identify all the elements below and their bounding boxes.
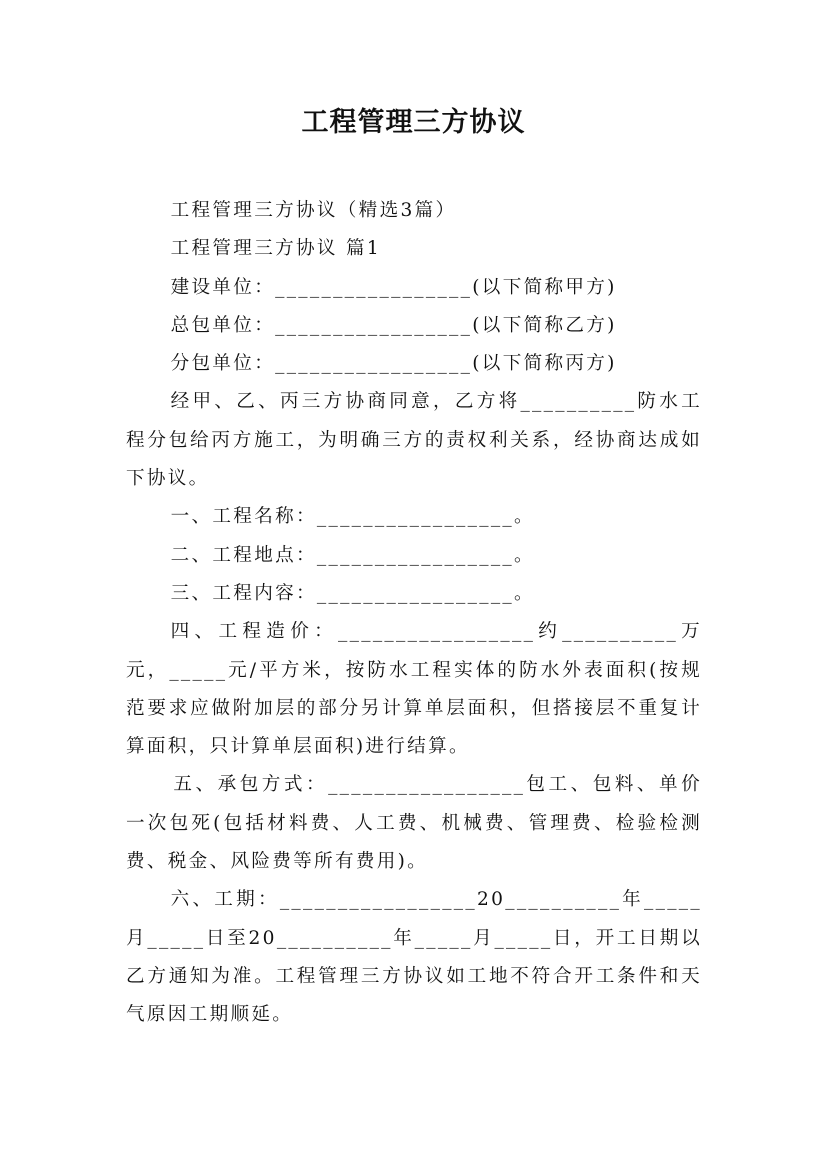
paragraph-party-b: 总包单位：_________________(以下简称乙方) (170, 314, 617, 336)
paragraph-schedule: 六、工期：_________________20__________年_____月_____日至20__________年_____月_____日，开工日期以乙方通知为准。工程管理三方协议如工地不符合开工条件和天气原因工期顺延。 (126, 889, 702, 1026)
paragraph-party-a: 建设单位：_________________(以下简称甲方) (170, 276, 617, 298)
document-title: 工程管理三方协议 (301, 107, 526, 138)
paragraph-section-heading: 工程管理三方协议 篇1 (170, 238, 382, 260)
paragraph-intro: 经甲、乙、丙三方协商同意，乙方将__________防水工程分包给丙方施工，为明确三方的责权利关系，经协商达成如下协议。 (126, 391, 702, 490)
paragraph-project-cost: 四、工程造价：_________________约__________万元，_____元/平方米，按防水工程实体的防水外表面积(按规范要求应做附加层的部分另计算单层面积，但搭接层不重复计算面积，只计算单层面积)进行结算。 (126, 621, 702, 758)
paragraph-subtitle: 工程管理三方协议（精选3篇） (170, 200, 457, 221)
paragraph-project-content: 三、工程内容：_________________。 (170, 582, 535, 604)
paragraph-contract-method: 五、承包方式：_________________包工、包料、单价一次包死(包括材料费、人工费、机械费、管理费、检验检测费、税金、风险费等所有费用)。 (126, 774, 702, 873)
document-body (126, 192, 702, 1035)
paragraph-project-name: 一、工程名称：_________________。 (170, 506, 535, 528)
paragraph-party-c: 分包单位：_________________(以下简称丙方) (170, 353, 617, 375)
paragraph-project-location: 二、工程地点：_________________。 (170, 544, 535, 566)
